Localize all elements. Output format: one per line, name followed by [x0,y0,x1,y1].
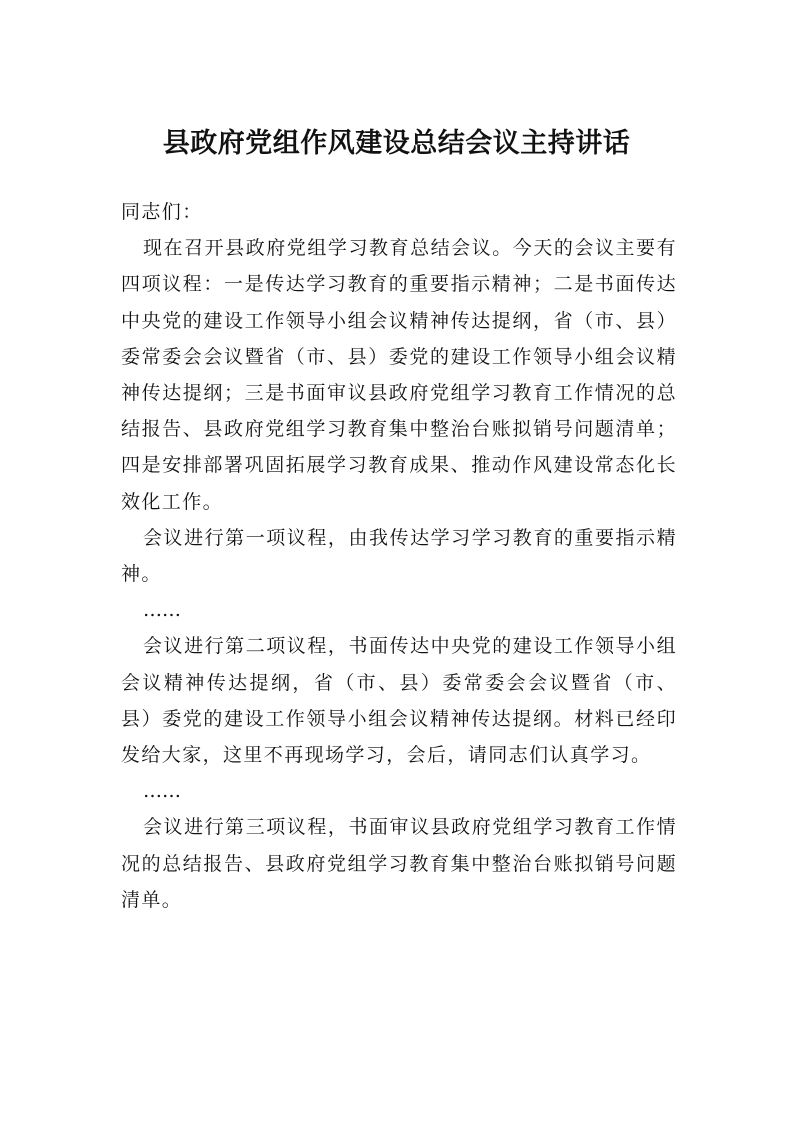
paragraph-item-two: 会议进行第二项议程，书面传达中央党的建设工作领导小组会议精神传达提纲，省（市、县）委常委会会议暨省（市、县）委党的建设工作领导小组会议精神传达提纲。材料已经印发给大家，这里不再现场学习，会后，请同志们认真学习。 [121,635,677,767]
paragraph-item-one: 会议进行第一项议程，由我传达学习学习教育的重要指示精神。 [121,526,677,586]
paragraph-intro-agenda: 现在召开县政府党组学习教育总结会议。今天的会议主要有四项议程：一是传达学习教育的重要指示精神；二是书面传达中央党的建设工作领导小组会议精神传达提纲，省（市、县）委常委会会议暨省（市、县）委党的建设工作领导小组会议精神传达提纲；三是书面审议县政府党组学习教育工作情况的总结报告、县政府党组学习教育集中整治台账拟销号问题清单；四是安排部署巩固拓展学习教育成果、推动作风建设常态化长效化工作。 [121,237,677,513]
document-body [121,194,677,918]
ellipsis-separator: …… [143,780,181,803]
ellipsis-separator: …… [143,599,181,622]
salutation: 同志们： [121,201,203,223]
document-title: 县政府党组作风建设总结会议主持讲话 [162,128,631,159]
paragraph-item-three: 会议进行第三项议程，书面审议县政府党组学习教育工作情况的总结报告、县政府党组学习教育集中整治台账拟销号问题清单。 [121,816,677,911]
